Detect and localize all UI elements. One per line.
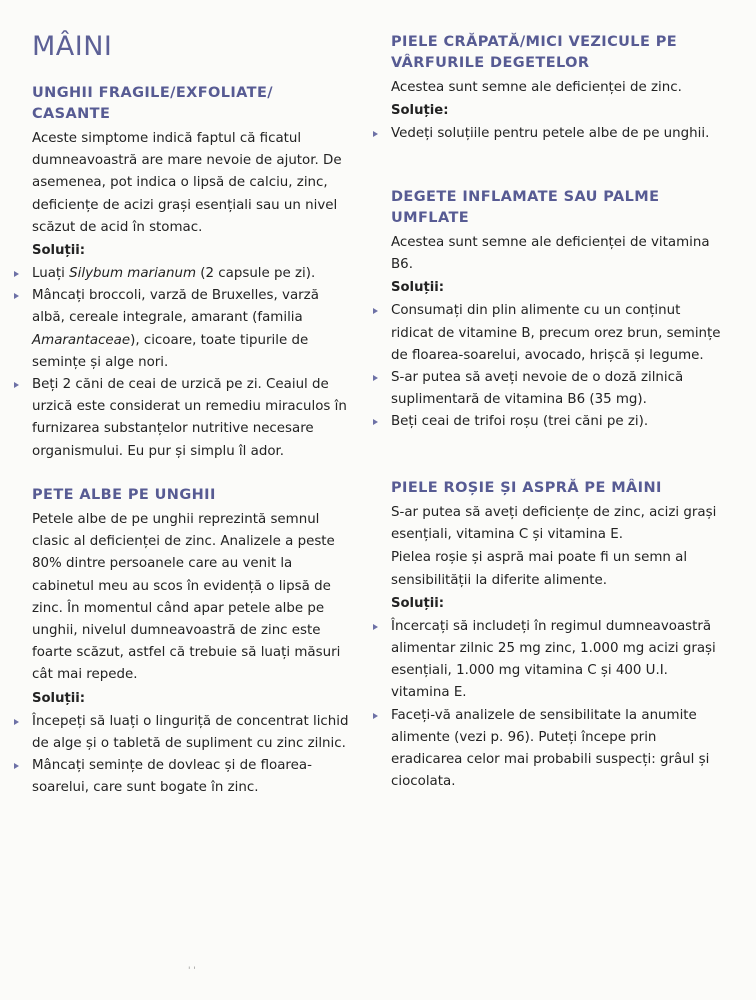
- solutions-label: Soluții:: [391, 280, 445, 296]
- section-white-spots: [14, 485, 354, 799]
- section-cracked-skin: [373, 32, 721, 145]
- section-body: Acestea sunt semne ale deficienței de vitamina B6.: [391, 235, 710, 273]
- section-heading: DEGETE INFLAMATE SAU PALME UMFLATE: [391, 189, 660, 226]
- section-inflamed-fingers: [373, 187, 721, 434]
- bullet-arrow-icon: [373, 375, 378, 381]
- bullet-arrow-icon: [14, 382, 19, 388]
- list-item: Consumați din plin alimente cu un conținut ridicat de vitamine B, precum orez brun, semințe de floarea-soarelui, avocado, hrișcă și legume.: [373, 300, 721, 367]
- solutions-list: [373, 616, 721, 794]
- section-brittle-nails: [14, 83, 354, 463]
- list-item: Mâncați semințe de dovleac și de floarea-soarelui, care sunt bogate în zinc.: [14, 755, 354, 799]
- page-title: MÂINI: [32, 31, 113, 62]
- bullet-arrow-icon: [373, 713, 378, 719]
- section-heading: PIELE CRĂPATĂ/MICI VEZICULE PE VÂRFURILE DEGETELOR: [391, 34, 678, 71]
- solutions-label: Soluții:: [32, 243, 86, 259]
- list-item: Faceți-vă analizele de sensibilitate la anumite alimente (vezi p. 96). Puteți începe prin eradicarea celor mai probabili suspecți: grâul și ciocolata.: [373, 705, 721, 794]
- solutions-label: Soluție:: [391, 103, 449, 119]
- section-body: Aceste simptome indică faptul că ficatul dumneavoastră are mare nevoie de ajutor. De asemenea, pot indica o lipsă de calciu, zinc, deficiențe de acizi grași esențiali sau un nivel scăzut de acid în stomac.: [32, 131, 342, 235]
- solutions-list: [373, 123, 721, 145]
- bullet-arrow-icon: [14, 293, 19, 299]
- bullet-arrow-icon: [373, 419, 378, 425]
- bullet-arrow-icon: [14, 719, 19, 725]
- solutions-list: [373, 300, 721, 433]
- solutions-label: Soluții:: [391, 595, 445, 611]
- section-body: S-ar putea să aveți deficiențe de zinc, acizi grași esențiali, vitamina C și vitamina E.: [391, 505, 717, 543]
- section-heading: PETE ALBE PE UNGHII: [32, 487, 216, 503]
- section-body: Pielea roșie și aspră mai poate fi un semn al sensibilității la diferite alimente.: [391, 550, 688, 588]
- section-heading: PIELE ROȘIE ȘI ASPRĂ PE MÂINI: [391, 480, 662, 496]
- page-mark: ' ': [188, 966, 196, 976]
- solutions-label: Soluții:: [32, 690, 86, 706]
- bullet-arrow-icon: [14, 763, 19, 769]
- solutions-list: [14, 711, 354, 800]
- bullet-arrow-icon: [14, 271, 19, 277]
- bullet-arrow-icon: [373, 624, 378, 630]
- section-body: Petele albe de pe unghii reprezintă semnul clasic al deficienței de zinc. Analizele a peste 80% dintre persoanele care au venit la cabinetul meu au scos în evidență o lipsă de zinc. În momentul când apar petele albe pe unghii, nivelul dumneavoastră de zinc este foarte scăzut, astfel că trebuie să luați măsuri cât mai repede.: [32, 512, 341, 683]
- section-heading: UNGHII FRAGILE/EXFOLIATE/ CASANTE: [32, 85, 273, 122]
- bullet-arrow-icon: [373, 308, 378, 314]
- solutions-list: [14, 263, 354, 463]
- list-item: Vedeți soluțiile pentru petele albe de pe unghii.: [373, 123, 721, 145]
- list-item: S-ar putea să aveți nevoie de o doză zilnică suplimentară de vitamina B6 (35 mg).: [373, 367, 721, 411]
- list-item: Beți 2 căni de ceai de urzică pe zi. Ceaiul de urzică este considerat un remediu miraculos în furnizarea substanțelor nutritive necesare organismului. Eu pur și simplu îl ador.: [14, 374, 354, 463]
- bullet-arrow-icon: [373, 131, 378, 137]
- list-item: Începeți să luați o linguriță de concentrat lichid de alge și o tabletă de supliment cu zinc zilnic.: [14, 711, 354, 755]
- list-item: Luați Silybum marianum (2 capsule pe zi).: [14, 263, 354, 285]
- section-body: Acestea sunt semne ale deficienței de zinc.: [391, 80, 682, 95]
- list-item: Mâncați broccoli, varză de Bruxelles, varză albă, cereale integrale, amarant (familia Amarantaceae), cicoare, toate tipurile de semințe și alge nori.: [14, 285, 354, 374]
- list-item: Încercați să includeți în regimul dumneavoastră alimentar zilnic 25 mg zinc, 1.000 mg acizi grași esențiali, 1.000 mg vitamina C și 400 U.I. vitamina E.: [373, 616, 721, 705]
- section-red-rough-skin: [373, 478, 721, 793]
- list-item: Beți ceai de trifoi roșu (trei căni pe zi).: [373, 411, 721, 433]
